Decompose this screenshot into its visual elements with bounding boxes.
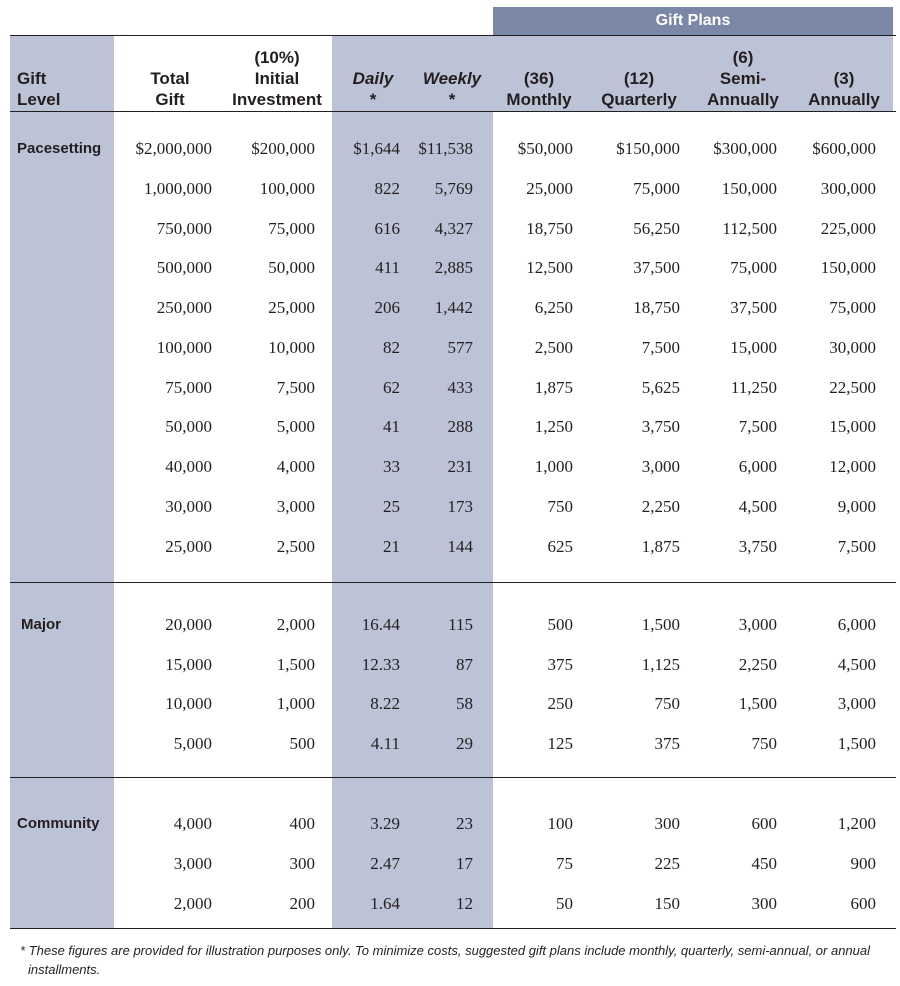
semi-annually-cell: 750 — [751, 734, 777, 753]
semi-annually-cell: 37,500 — [730, 298, 777, 317]
table-row — [0, 177, 900, 201]
weekly-cell: 2,885 — [434, 258, 473, 277]
quarterly-cell: 1,500 — [641, 615, 680, 634]
quarterly-cell: 750 — [654, 694, 680, 713]
weekly-cell: 115 — [448, 615, 473, 634]
total-gift-cell: 75,000 — [165, 378, 212, 397]
header-initial-investment-line: (10%) — [254, 48, 300, 67]
monthly-cell: 750 — [547, 497, 573, 516]
header-weekly-line: Weekly — [422, 69, 482, 88]
header-gift-level-line: Gift — [17, 69, 47, 88]
monthly-cell: 50 — [556, 894, 573, 913]
table-bottom-rule — [10, 928, 896, 929]
weekly-cell: 433 — [447, 378, 473, 397]
daily-cell: 206 — [374, 298, 400, 317]
monthly-cell: 6,250 — [534, 298, 573, 317]
header-initial-investment — [222, 40, 332, 110]
section-divider-community — [10, 777, 896, 778]
semi-annually-cell: 300 — [751, 894, 777, 913]
quarterly-cell: 3,750 — [641, 417, 680, 436]
weekly-cell: 58 — [456, 694, 473, 713]
table-row — [0, 256, 900, 280]
daily-cell: 822 — [374, 179, 400, 198]
table-row — [0, 732, 900, 756]
header-annually — [796, 40, 892, 110]
initial-investment-cell: 2,000 — [276, 615, 315, 634]
header-total-gift — [118, 40, 222, 110]
quarterly-cell: 1,875 — [641, 537, 680, 556]
header-monthly-line: (36) — [523, 69, 555, 88]
semi-annually-cell: 4,500 — [738, 497, 777, 516]
daily-cell: 616 — [374, 219, 400, 238]
semi-annually-cell: 1,500 — [738, 694, 777, 713]
header-top-rule — [10, 35, 896, 36]
table-row — [0, 692, 900, 716]
initial-investment-cell: 500 — [289, 734, 315, 753]
table-row — [0, 495, 900, 519]
semi-annually-cell: 3,750 — [738, 537, 777, 556]
weekly-cell: 144 — [447, 537, 473, 556]
semi-annually-cell: 15,000 — [730, 338, 777, 357]
total-gift-cell: 1,000,000 — [144, 179, 212, 198]
quarterly-cell: 75,000 — [633, 179, 680, 198]
total-gift-cell: 30,000 — [165, 497, 212, 516]
total-gift-cell: 40,000 — [165, 457, 212, 476]
table-row — [0, 455, 900, 479]
table-row — [0, 296, 900, 320]
header-quarterly-line: Quarterly — [601, 90, 677, 109]
weekly-cell: $11,538 — [418, 139, 473, 158]
annually-cell: 150,000 — [820, 258, 876, 277]
total-gift-cell: 500,000 — [156, 258, 212, 277]
header-gift-level — [17, 40, 112, 110]
header-quarterly — [590, 40, 688, 110]
initial-investment-cell: 7,500 — [276, 378, 315, 397]
annually-cell: 1,500 — [837, 734, 876, 753]
quarterly-cell: 2,250 — [641, 497, 680, 516]
header-quarterly-line: (12) — [623, 69, 655, 88]
monthly-cell: 18,750 — [526, 219, 573, 238]
annually-cell: 22,500 — [829, 378, 876, 397]
annually-cell: 1,200 — [837, 814, 876, 833]
weekly-cell: 4,327 — [434, 219, 473, 238]
quarterly-cell: 18,750 — [633, 298, 680, 317]
annually-cell: 12,000 — [829, 457, 876, 476]
initial-investment-cell: 400 — [289, 814, 315, 833]
gift-plans-title: Gift Plans — [493, 7, 893, 35]
monthly-cell: 75 — [556, 854, 573, 873]
header-weekly-asterisk: * — [448, 90, 456, 109]
weekly-cell: 17 — [456, 854, 473, 873]
total-gift-cell: 750,000 — [156, 219, 212, 238]
initial-investment-cell: 100,000 — [259, 179, 315, 198]
total-gift-cell: $2,000,000 — [135, 139, 212, 158]
annually-cell: 225,000 — [820, 219, 876, 238]
semi-annually-cell: 112,500 — [722, 219, 777, 238]
annually-cell: 15,000 — [829, 417, 876, 436]
header-total-gift-line: Total — [150, 69, 190, 88]
total-gift-cell: 25,000 — [165, 537, 212, 556]
daily-cell: $1,644 — [353, 139, 400, 158]
table-row — [0, 653, 900, 677]
initial-investment-cell: 200 — [289, 894, 315, 913]
total-gift-cell: 4,000 — [173, 814, 212, 833]
quarterly-cell: 5,625 — [641, 378, 680, 397]
quarterly-cell: 150 — [654, 894, 680, 913]
daily-cell: 25 — [383, 497, 400, 516]
daily-cell: 82 — [383, 338, 400, 357]
quarterly-cell: 375 — [654, 734, 680, 753]
header-daily — [336, 40, 410, 110]
daily-cell: 2.47 — [370, 854, 400, 873]
weekly-cell: 12 — [456, 894, 473, 913]
weekly-cell: 23 — [456, 814, 473, 833]
section-label: Community — [17, 815, 100, 832]
daily-cell: 8.22 — [370, 694, 400, 713]
header-daily-line: Daily — [352, 69, 394, 88]
daily-cell: 41 — [383, 417, 400, 436]
header-gift-level-line: Level — [17, 90, 61, 109]
header-semi-annually — [695, 40, 791, 110]
total-gift-cell: 3,000 — [173, 854, 212, 873]
gift-level-column-shading — [10, 36, 114, 929]
header-weekly — [413, 40, 491, 110]
annually-cell: 4,500 — [837, 655, 876, 674]
annually-cell: 3,000 — [837, 694, 876, 713]
initial-investment-cell: 5,000 — [276, 417, 315, 436]
total-gift-cell: 20,000 — [165, 615, 212, 634]
semi-annually-cell: 150,000 — [721, 179, 777, 198]
header-annually-line: Annually — [808, 90, 880, 109]
table-row — [0, 336, 900, 360]
table-row — [0, 137, 900, 161]
header-daily-asterisk: * — [369, 90, 377, 109]
daily-weekly-column-shading — [332, 36, 493, 929]
quarterly-cell: 300 — [654, 814, 680, 833]
weekly-cell: 87 — [456, 655, 473, 674]
semi-annually-cell: 6,000 — [738, 457, 777, 476]
semi-annually-cell: 600 — [751, 814, 777, 833]
monthly-cell: 125 — [547, 734, 573, 753]
total-gift-cell: 10,000 — [165, 694, 212, 713]
daily-cell: 4.11 — [370, 734, 400, 753]
quarterly-cell: 3,000 — [641, 457, 680, 476]
semi-annually-cell: 7,500 — [738, 417, 777, 436]
daily-cell: 3.29 — [370, 814, 400, 833]
quarterly-cell: 56,250 — [633, 219, 680, 238]
section-label: Major — [21, 616, 62, 633]
initial-investment-cell: 1,500 — [276, 655, 315, 674]
initial-investment-cell: 50,000 — [268, 258, 315, 277]
monthly-cell: 100 — [547, 814, 573, 833]
daily-cell: 1.64 — [370, 894, 400, 913]
initial-investment-cell: $200,000 — [251, 139, 315, 158]
table-row — [0, 376, 900, 400]
total-gift-cell: 15,000 — [165, 655, 212, 674]
header-initial-investment-line: Investment — [232, 90, 322, 109]
header-annually-line: (3) — [833, 69, 855, 88]
monthly-cell: 1,250 — [534, 417, 573, 436]
table-row — [0, 217, 900, 241]
total-gift-cell: 2,000 — [173, 894, 212, 913]
weekly-cell: 5,769 — [434, 179, 473, 198]
table-row — [0, 812, 900, 836]
daily-cell: 16.44 — [361, 615, 400, 634]
semi-annually-cell: 11,250 — [730, 378, 777, 397]
monthly-cell: 25,000 — [526, 179, 573, 198]
semi-annually-cell: 450 — [751, 854, 777, 873]
initial-investment-cell: 1,000 — [276, 694, 315, 713]
initial-investment-cell: 3,000 — [276, 497, 315, 516]
header-monthly-line: Monthly — [506, 90, 572, 109]
section-label: Pacesetting — [17, 140, 102, 157]
initial-investment-cell: 75,000 — [268, 219, 315, 238]
annually-cell: 900 — [850, 854, 876, 873]
monthly-cell: 625 — [547, 537, 573, 556]
annually-cell: $600,000 — [812, 139, 876, 158]
initial-investment-cell: 25,000 — [268, 298, 315, 317]
annually-cell: 600 — [850, 894, 876, 913]
semi-annually-cell: $300,000 — [713, 139, 777, 158]
quarterly-cell: $150,000 — [616, 139, 680, 158]
weekly-cell: 1,442 — [434, 298, 473, 317]
header-initial-investment-line: Initial — [254, 69, 300, 88]
header-semi-annually-line: Annually — [707, 90, 779, 109]
header-total-gift-line: Gift — [155, 90, 185, 109]
total-gift-cell: 100,000 — [156, 338, 212, 357]
total-gift-cell: 50,000 — [165, 417, 212, 436]
quarterly-cell: 225 — [654, 854, 680, 873]
monthly-cell: 250 — [547, 694, 573, 713]
initial-investment-cell: 4,000 — [276, 457, 315, 476]
monthly-cell: 12,500 — [526, 258, 573, 277]
annually-cell: 300,000 — [820, 179, 876, 198]
semi-annually-cell: 3,000 — [738, 615, 777, 634]
table-row — [0, 415, 900, 439]
quarterly-cell: 1,125 — [641, 655, 680, 674]
daily-cell: 411 — [375, 258, 400, 277]
table-row — [0, 892, 900, 916]
annually-cell: 30,000 — [829, 338, 876, 357]
table-row — [0, 613, 900, 637]
annually-cell: 7,500 — [837, 537, 876, 556]
semi-annually-cell: 75,000 — [730, 258, 777, 277]
weekly-cell: 231 — [447, 457, 473, 476]
footnote: * These figures are provided for illustration purposes only. To minimize costs, suggested gift plans include monthly, quarterly, semi-annual, or annual installments. — [20, 943, 871, 977]
daily-cell: 62 — [383, 378, 400, 397]
monthly-cell: 1,000 — [534, 457, 573, 476]
initial-investment-cell: 300 — [289, 854, 315, 873]
weekly-cell: 29 — [456, 734, 473, 753]
weekly-cell: 288 — [447, 417, 473, 436]
section-divider-major — [10, 582, 896, 583]
table-row — [0, 852, 900, 876]
header-semi-annually-line: Semi- — [719, 69, 767, 88]
initial-investment-cell: 10,000 — [268, 338, 315, 357]
total-gift-cell: 5,000 — [173, 734, 212, 753]
daily-cell: 12.33 — [361, 655, 400, 674]
monthly-cell: 500 — [547, 615, 573, 634]
total-gift-cell: 250,000 — [156, 298, 212, 317]
daily-cell: 33 — [383, 457, 400, 476]
annually-cell: 75,000 — [829, 298, 876, 317]
monthly-cell: 2,500 — [534, 338, 573, 357]
annually-cell: 6,000 — [837, 615, 876, 634]
semi-annually-cell: 2,250 — [738, 655, 777, 674]
daily-cell: 21 — [383, 537, 400, 556]
header-semi-annually-line: (6) — [732, 48, 754, 67]
header-bottom-rule — [10, 111, 896, 112]
initial-investment-cell: 2,500 — [276, 537, 315, 556]
header-monthly — [495, 40, 583, 110]
monthly-cell: 375 — [547, 655, 573, 674]
quarterly-cell: 7,500 — [641, 338, 680, 357]
weekly-cell: 173 — [447, 497, 473, 516]
annually-cell: 9,000 — [837, 497, 876, 516]
monthly-cell: 1,875 — [534, 378, 573, 397]
table-row — [0, 535, 900, 559]
monthly-cell: $50,000 — [517, 139, 573, 158]
quarterly-cell: 37,500 — [633, 258, 680, 277]
weekly-cell: 577 — [447, 338, 473, 357]
